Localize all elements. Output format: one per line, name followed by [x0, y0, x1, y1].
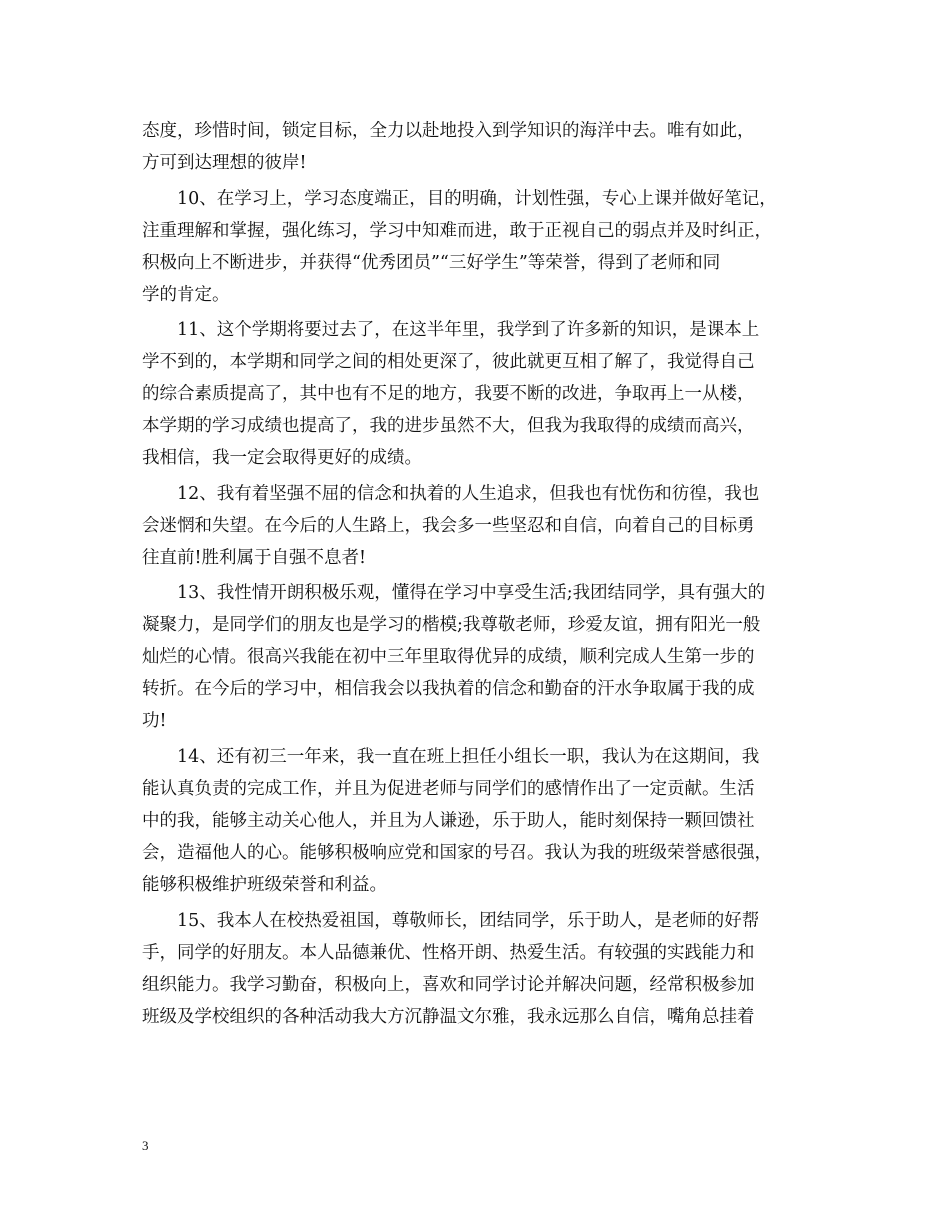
text-line: 10、在学习上，学习态度端正，目的明确，计划性强，专心上课并做好笔记， [177, 188, 777, 209]
paragraph [142, 314, 812, 474]
text-line: 的综合素质提高了，其中也有不足的地方，我要不断的改进，争取再上一从楼， [142, 384, 755, 405]
text-line: 往直前!胜利属于自强不息者! [142, 547, 367, 568]
paragraph [142, 183, 812, 311]
text-line: 13、我性情开朗积极乐观，懂得在学习中享受生活;我团结同学，具有强大的 [177, 583, 766, 604]
text-line: 本学期的学习成绩也提高了，我的进步虽然不大，但我为我取得的成绩而高兴， [142, 416, 755, 437]
text-line: 灿烂的心情。很高兴我能在初中三年里取得优异的成绩，顺利完成人生第一步的 [142, 647, 755, 668]
text-line: 我相信，我一定会取得更好的成绩。 [142, 448, 422, 469]
text-line: 积极向上不断进步，并获得“优秀团员”“三好学生”等荣誉，得到了老师和同 [142, 252, 721, 273]
text-line: 14、还有初三一年来，我一直在班上担任小组长一职，我认为在这期间，我 [177, 746, 760, 767]
text-line: 12、我有着坚强不屈的信念和执着的人生追求，但我也有忧伤和彷徨，我也 [177, 483, 760, 504]
paragraph [142, 577, 812, 737]
text-line: 班级及学校组织的各种活动我大方沉静温文尔雅，我永远那么自信，嘴角总挂着 [142, 1006, 755, 1027]
text-line: 能够积极维护班级荣誉和利益。 [142, 874, 387, 895]
text-line: 学不到的，本学期和同学之间的相处更深了，彼此就更互相了解了，我觉得自己 [142, 352, 755, 373]
text-line: 态度，珍惜时间，锁定目标，全力以赴地投入到学知识的海洋中去。唯有如此， [142, 121, 755, 141]
text-line: 功! [142, 711, 167, 732]
text-line: 组织能力。我学习勤奋，积极向上，喜欢和同学讨论并解决问题，经常积极参加 [142, 974, 755, 995]
page-number: 3 [142, 1138, 149, 1153]
text-line: 中的我，能够主动关心他人，并且为人谦逊，乐于助人，能时刻保持一颗回馈社 [142, 810, 755, 831]
text-line: 会，造福他人的心。能够积极响应党和国家的号召。我认为我的班级荣誉感很强， [142, 842, 772, 863]
text-line: 手，同学的好朋友。本人品德兼优、性格开朗、热爱生活。有较强的实践能力和 [142, 942, 755, 963]
paragraph [142, 115, 812, 179]
document-body [142, 115, 812, 1033]
paragraph [142, 741, 812, 901]
text-line: 注重理解和掌握，强化练习，学习中知难而进，敢于正视自己的弱点并及时纠正， [142, 220, 772, 241]
text-line: 方可到达理想的彼岸! [142, 153, 307, 173]
paragraph [142, 905, 812, 1033]
text-line: 能认真负责的完成工作，并且为促进老师与同学们的感情作出了一定贡献。生活 [142, 778, 755, 799]
text-line: 15、我本人在校热爱祖国，尊敬师长，团结同学，乐于助人，是老师的好帮 [177, 910, 760, 931]
text-line: 会迷惘和失望。在今后的人生路上，我会多一些坚忍和自信，向着自己的目标勇 [142, 515, 755, 536]
text-line: 学的肯定。 [142, 284, 230, 305]
paragraph [142, 478, 812, 574]
text-line: 凝聚力，是同学们的朋友也是学习的楷模;我尊敬老师，珍爱友谊，拥有阳光一般 [142, 615, 761, 636]
text-line: 转折。在今后的学习中，相信我会以我执着的信念和勤奋的汗水争取属于我的成 [142, 679, 755, 700]
text-line: 11、这个学期将要过去了，在这半年里，我学到了许多新的知识，是课本上 [177, 320, 760, 341]
